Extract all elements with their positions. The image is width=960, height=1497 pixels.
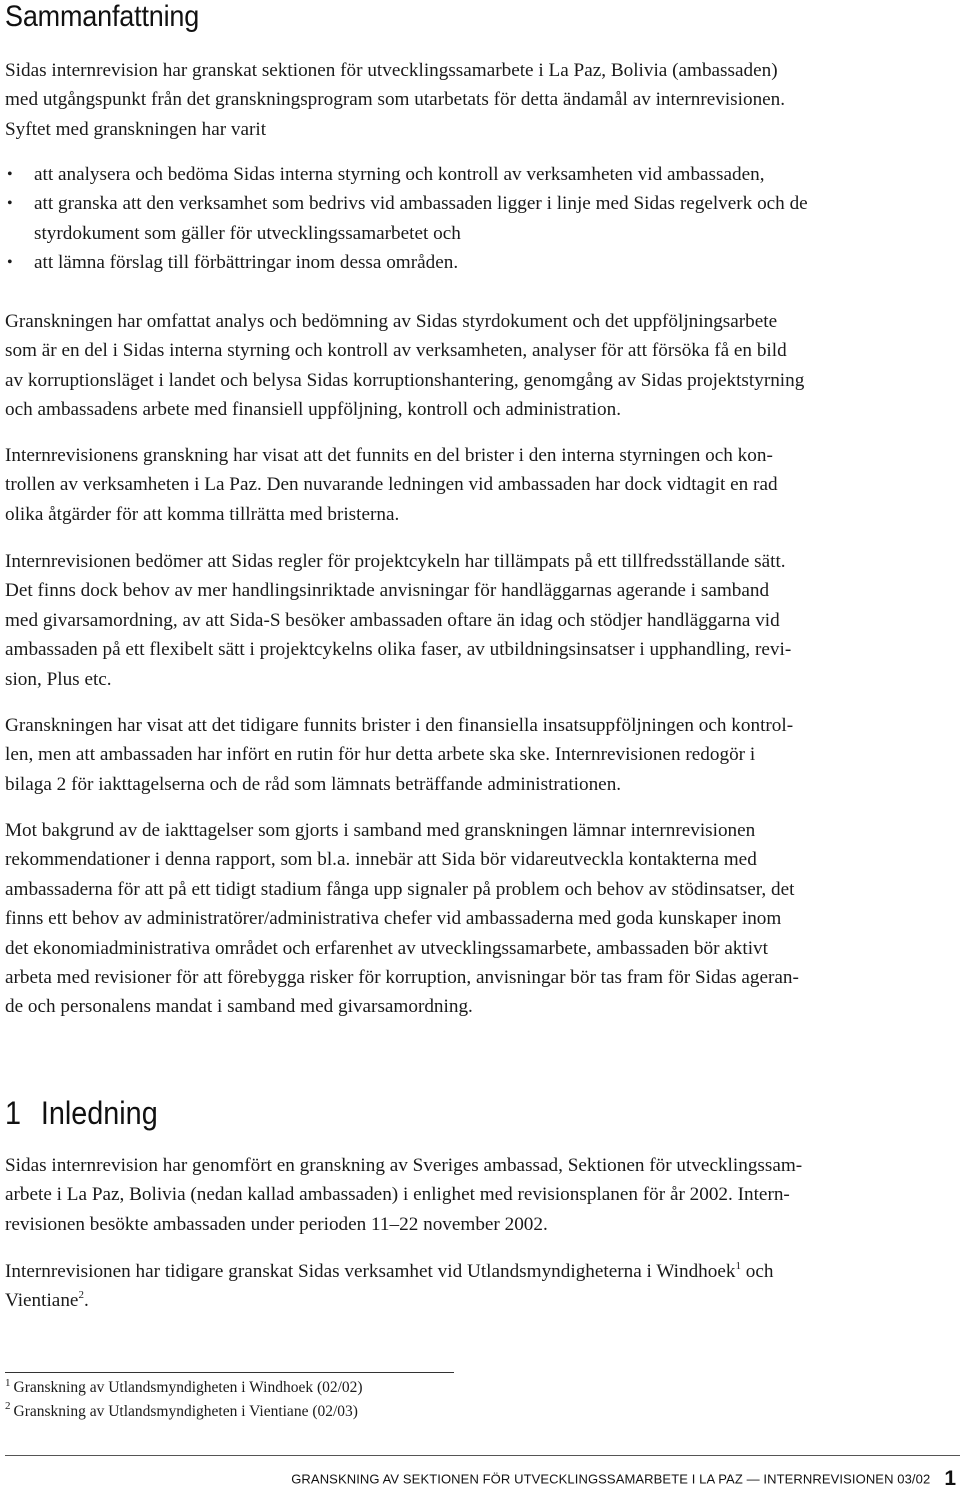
- text-line: • att granska att den verksamhet som bedrivs vid ambassaden ligger i linje med Sidas regelverk och de: [34, 193, 808, 215]
- text-line: len, men att ambassaden har infört en rutin för hur detta arbete ska ske. Internrevisionen redogör i: [5, 744, 756, 766]
- section-heading-inledning: [5, 1094, 158, 1132]
- footnote-list: [5, 1376, 363, 1423]
- text-segment: och: [740, 1261, 774, 1282]
- bullet-item: [5, 160, 808, 189]
- text-line: trollen av verksamheten i La Paz. Den nuvarande ledningen vid ambassaden har dock vidtagit en rad: [5, 474, 778, 496]
- text-line: Det finns dock behov av mer handlingsinriktade anvisningar för handläggarnas agerande i samband: [5, 580, 770, 602]
- bullet-item: [5, 248, 808, 277]
- text-line: av korruptionsläget i landet och belysa Sidas korruptionshantering, genomgång av Sidas projektstyrning: [5, 369, 805, 391]
- text-line: med givarsamordning, av att Sida-S besöker ambassaden oftare än idag och stödjer handläggarna vid: [5, 609, 780, 631]
- page-footer: [291, 1467, 956, 1491]
- text-line: bilaga 2 för iakttagelserna och de råd som lämnats beträffande administrationen.: [5, 773, 622, 795]
- footnote-text: Granskning av Utlandsmyndigheten i Windhoek (02/02): [13, 1379, 363, 1396]
- summary-paragraph-4: [5, 547, 791, 694]
- summary-paragraph-3: [5, 441, 778, 529]
- section-title: Inledning: [40, 1095, 158, 1131]
- text-line: Sidas internrevision har genomfört en granskning av Sveriges ambassad, Sektionen för utvecklingssam-: [5, 1155, 803, 1176]
- footnote-ref-1[interactable]: 1: [735, 1259, 741, 1272]
- text-line: Syftet med granskningen har varit: [5, 118, 267, 140]
- text-line: arbeta med revisioner för att förebygga risker för korruption, anvisningar bör tas fram för Sidas ageran-: [5, 967, 799, 989]
- text-line: olika åtgärder för att komma tillrätta med bristerna.: [5, 503, 400, 525]
- text-line: styrdokument som gäller för utvecklingssamarbetet och: [34, 222, 461, 244]
- text-line: med utgångspunkt från det granskningsprogram som utarbetats för detta ändamål av internrevisionen.: [5, 89, 786, 111]
- summary-heading: Sammanfattning: [5, 0, 200, 33]
- text-line: Mot bakgrund av de iakttagelser som gjorts i samband med granskningen lämnar internrevisionen: [5, 820, 756, 841]
- footnote-number: 1: [5, 1376, 11, 1389]
- footnote-item: [5, 1376, 363, 1400]
- text-line: Sidas internrevision har granskat sektionen för utvecklingssamarbete i La Paz, Bolivia (ambassaden): [5, 60, 778, 81]
- summary-paragraph-5: [5, 711, 793, 799]
- text-line: arbete i La Paz, Bolivia (nedan kallad ambassaden) i enlighet med revisionsplanen för år 2002. Intern-: [5, 1184, 790, 1206]
- text-line: och ambassadens arbete med finansiell uppföljning, kontroll och administration.: [5, 399, 621, 421]
- text-line: [5, 1286, 774, 1315]
- text-line: [5, 1257, 774, 1286]
- text-line: ambassaderna för att på ett tidigt stadium fånga upp signaler på problem och behov av stödinsatser, det: [5, 878, 795, 900]
- summary-paragraph-6: [5, 816, 799, 1022]
- footnote-item: [5, 1400, 363, 1424]
- text-line: sion, Plus etc.: [5, 668, 112, 690]
- text-line: rekommendationer i denna rapport, som bl.a. innebär att Sida bör vidareutveckla kontakterna med: [5, 849, 757, 871]
- intro-paragraph-1: [5, 1151, 802, 1239]
- text-segment: Vientiane: [5, 1290, 79, 1312]
- text-line: det ekonomiadministrativa området och erfarenhet av utvecklingssamarbete, ambassaden bör aktivt: [5, 937, 768, 959]
- footnote-number: 2: [5, 1400, 11, 1413]
- text-line: revisionen besökte ambassaden under perioden 11–22 november 2002.: [5, 1213, 548, 1235]
- text-line: som är en del i Sidas interna styrning och kontroll av verksamheten, analyser för att försöka få en bild: [5, 340, 787, 362]
- intro-paragraph-2: [5, 1257, 774, 1316]
- text-line: Internrevisionens granskning har visat att det funnits en del brister i den interna styrningen och kon-: [5, 445, 773, 466]
- text-line: • att analysera och bedöma Sidas interna styrning och kontroll av verksamheten vid ambassaden,: [34, 164, 765, 185]
- text-line: Granskningen har visat att det tidigare funnits brister i den finansiella insatsuppföljningen och kontrol-: [5, 715, 794, 736]
- section-number: 1: [5, 1095, 22, 1131]
- text-line: ambassaden på ett flexibelt sätt i projektcykelns olika faser, av utbildningsinsatser i upphandling, revi-: [5, 639, 792, 661]
- bullet-item: [5, 189, 808, 248]
- footer-divider: [5, 1455, 960, 1456]
- text-line: • att lämna förslag till förbättringar inom dessa områden.: [34, 252, 459, 274]
- footnote-divider: [5, 1372, 454, 1373]
- footnote-ref-2[interactable]: 2: [78, 1289, 84, 1302]
- summary-paragraph-1: [5, 56, 785, 144]
- page-number: 1: [944, 1467, 956, 1490]
- text-line: Granskningen har omfattat analys och bedömning av Sidas styrdokument och det uppföljningsarbete: [5, 311, 778, 332]
- text-line: Internrevisionen bedömer att Sidas regler för projektcykeln har tillämpats på ett tillfredsställande sätt.: [5, 551, 786, 572]
- running-title: GRANSKNING AV SEKTIONEN FÖR UTVECKLINGSSAMARBETE I LA PAZ — INTERNREVISIONEN 03/02: [291, 1471, 931, 1487]
- text-segment: .: [83, 1290, 89, 1312]
- text-line: finns ett behov av administratörer/administrativa chefer vid ambassaderna med goda kunskaper inom: [5, 908, 782, 930]
- purpose-bullet-list: [5, 160, 808, 278]
- text-line: de och personalens mandat i samband med givarsamordning.: [5, 996, 473, 1018]
- text-segment: Internrevisionen har tidigare granskat Sidas verksamhet vid Utlandsmyndigheterna i Windhoek: [5, 1261, 736, 1282]
- summary-paragraph-2: [5, 307, 804, 425]
- footnote-text: Granskning av Utlandsmyndigheten i Vientiane (02/03): [13, 1402, 358, 1420]
